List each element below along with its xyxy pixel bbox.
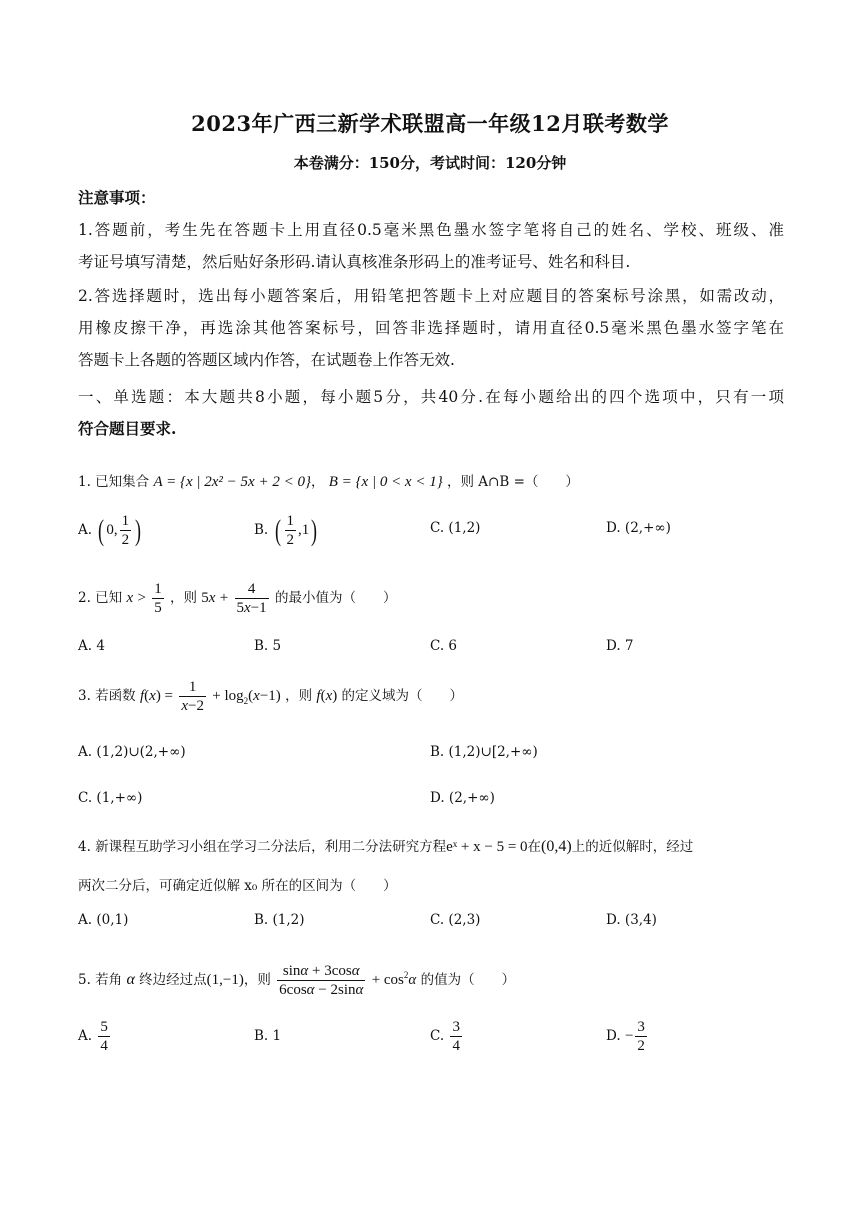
- question-5-mid2: ，则: [243, 972, 271, 988]
- question-5-option-c[interactable]: C. $\frac{3}{4}$: [430, 1019, 460, 1054]
- question-4-line-1: [78, 835, 693, 856]
- question-1-set-a: A = {x | 2x² − 5x + 2 < 0}: [153, 474, 311, 490]
- question-1-option-c[interactable]: C. (1,2): [430, 520, 481, 536]
- question-4-interval: (0,4): [541, 838, 572, 855]
- question-4-option-a[interactable]: A. (0,1): [78, 912, 129, 928]
- question-3-option-a[interactable]: A. (1,2)∪(2,+∞): [78, 744, 186, 760]
- question-4-equation: eˣ + x − 5 = 0: [446, 839, 528, 855]
- notice-item-2-line-1: 2.答选择题时，选出每小题答案后，用铅笔把答题卡上对应题目的答案标号涂黑，如需改动，: [78, 287, 784, 305]
- question-4-option-c[interactable]: C. (2,3): [430, 912, 481, 928]
- notice-item-1-line-2: 考证号填写清楚，然后贴好条形码.请认真核准条形码上的准考证号、姓名和科目.: [78, 253, 631, 271]
- question-4-text-a: 4. 新课程互助学习小组在学习二分法后，利用二分法研究方程: [78, 839, 447, 855]
- question-5: 5. 若角 α 终边经过点(1,−1)，则 $\frac{\sin\alpha + 3\cos\alpha}{6\cos\alpha - 2\sin\alpha}$ + $\cos^2\alpha$ 的值为（ ）: [78, 963, 516, 998]
- question-2-option-a[interactable]: A. 4: [78, 638, 105, 654]
- question-5-ask: 的值为（ ）: [420, 972, 516, 988]
- notice-item-1-line-1: 1.答题前，考生先在答题卡上用直径0.5毫米黑色墨水签字笔将自己的姓名、学校、班级、准: [78, 221, 784, 239]
- question-1-ask: ，则 A∩B =（ ）: [447, 474, 579, 490]
- notice-item-2-line-2: 用橡皮擦干净，再选涂其他答案标号，回答非选择题时，请用直径0.5毫米黑色墨水签字笔在: [78, 319, 784, 337]
- question-5-mid: 终边经过点: [139, 972, 207, 988]
- option-c-label: C.: [430, 1028, 445, 1044]
- question-5-point: (1,−1): [206, 972, 244, 988]
- question-5-option-d[interactable]: D. − $\frac{3}{2}$: [606, 1019, 645, 1054]
- question-4-text-c: 上的近似解时，经过: [571, 839, 694, 855]
- question-1-option-b[interactable]: B. ( $\frac{1}{2}$ ,1): [254, 513, 318, 548]
- option-a-label: A.: [78, 1028, 93, 1044]
- option-a-label: A.: [78, 522, 93, 538]
- notice-heading: 注意事项：: [78, 188, 156, 207]
- question-5-option-b[interactable]: B. 1: [254, 1028, 282, 1044]
- question-4-option-b[interactable]: B. (1,2): [254, 912, 305, 928]
- question-1-prefix: 1. 已知集合: [78, 474, 150, 490]
- question-5-prefix: 5. 若角: [78, 972, 123, 988]
- question-3-option-d[interactable]: D. (2,+∞): [430, 790, 495, 806]
- question-4-text-b: 在: [527, 839, 542, 855]
- question-2-prefix: 2. 已知: [78, 590, 123, 606]
- question-2-option-d[interactable]: D. 7: [606, 638, 634, 654]
- question-2-mid: ，则: [170, 590, 197, 606]
- question-5-option-a[interactable]: A. $\frac{5}{4}$: [78, 1019, 108, 1054]
- option-d-label: D.: [606, 1028, 621, 1044]
- question-1: 1. 已知集合 A = {x | 2x² − 5x + 2 < 0}， B = {x | 0 < x < 1} ，则 A∩B =（ ）: [78, 474, 579, 490]
- question-2-option-b[interactable]: B. 5: [254, 638, 282, 654]
- option-b-label: B.: [254, 522, 269, 538]
- page-title: 2023年广西三新学术联盟高一年级12月联考数学: [191, 111, 669, 136]
- exam-info: 本卷满分：150分，考试时间：120分钟: [293, 154, 567, 172]
- question-3: 3. 若函数 f(x) = $\frac{1}{x-2}$ + $\log_2(x-1)$ ，则 f(x) 的定义域为（ ）: [78, 679, 464, 714]
- question-2-option-c[interactable]: C. 6: [430, 638, 458, 654]
- question-3-mid: ，则: [285, 688, 313, 704]
- question-4-line-2: 两次二分后，可确定近似解 x₀ 所在的区间为（ ）: [78, 878, 397, 894]
- notice-item-2-line-3: 答题卡上各题的答题区域内作答，在试题卷上作答无效.: [78, 351, 455, 369]
- question-4-option-d[interactable]: D. (3,4): [606, 912, 657, 928]
- question-2: 2. 已知 x > $\frac{1}{5}$ ，则 5x + $\frac{4}{5x-1}$ 的最小值为（ ）: [78, 581, 397, 616]
- question-3-option-b[interactable]: B. (1,2)∪[2,+∞): [430, 744, 538, 760]
- question-3-ask: 的定义域为（ ）: [341, 688, 464, 704]
- question-1-option-a[interactable]: A. ( 0, $\frac{1}{2}$ ): [78, 513, 142, 548]
- section-1-line-2: 符合题目要求.: [78, 419, 177, 438]
- question-2-ask: 的最小值为（ ）: [274, 590, 397, 606]
- section-1-line-1: 一、单选题：本大题共8小题，每小题5分，共40分.在每小题给出的四个选项中，只有一项: [78, 388, 784, 406]
- question-1-set-b: B = {x | 0 < x < 1}: [328, 474, 443, 490]
- question-3-option-c[interactable]: C. (1,+∞): [78, 790, 143, 806]
- question-3-prefix: 3. 若函数: [78, 688, 136, 704]
- question-1-option-d[interactable]: D. (2,+∞): [606, 520, 671, 536]
